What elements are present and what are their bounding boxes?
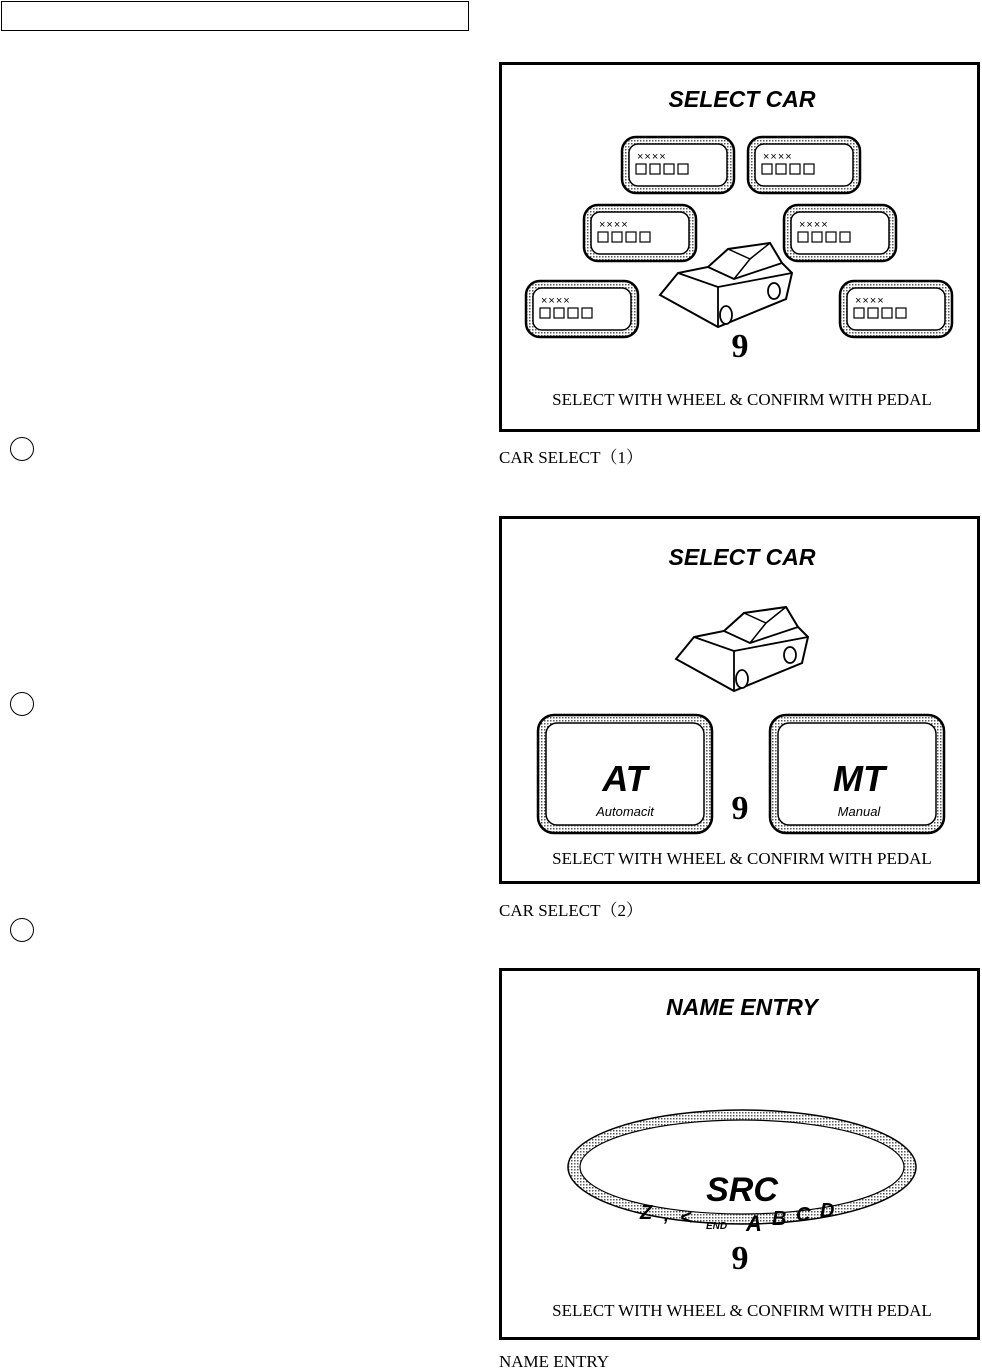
at-sublabel: Automacit [596,804,654,819]
bullet-circle-3 [10,918,34,942]
letter-a[interactable]: A [746,1211,762,1236]
car-option-chip-2[interactable] [748,137,860,193]
caption-car-select-2: CAR SELECT（2） [499,901,644,920]
letter-z[interactable]: Z [640,1202,653,1224]
car-icon [676,607,808,691]
screen-title: SELECT CAR [668,86,816,112]
chip-label: ×××× [637,151,667,163]
name-entry-graphic [502,971,977,1337]
mt-sublabel: Manual [837,804,881,819]
car-select-2-screen [499,516,980,884]
selection-cursor: 9 [731,328,749,365]
instruction-text: SELECT WITH WHEEL & CONFIRM WITH PEDAL [552,390,932,409]
at-label: AT [602,758,648,799]
bullet-circle-1 [10,437,34,461]
at-option-button[interactable] [538,715,712,833]
car-option-chip-5[interactable] [526,281,638,337]
screen-title: NAME ENTRY [666,994,818,1020]
screen-title: SELECT CAR [668,544,816,570]
chip-label: ×××× [599,219,629,231]
car-option-chip-6[interactable] [840,281,952,337]
car-select-1-screen [499,62,980,432]
selection-cursor: 9 [731,1240,749,1277]
car-option-chip-1[interactable] [622,137,734,193]
chip-label: ×××× [799,219,829,231]
letter-c[interactable]: C [796,1204,811,1226]
car-select-1-graphic [502,65,977,429]
car-option-chip-4[interactable] [784,205,896,261]
letter-end[interactable]: END [706,1221,728,1232]
instruction-text: SELECT WITH WHEEL & CONFIRM WITH PEDAL [552,849,932,868]
instruction-text: SELECT WITH WHEEL & CONFIRM WITH PEDAL [552,1301,932,1320]
chip-label: ×××× [855,295,885,307]
chip-label: ×××× [541,295,571,307]
mt-option-button[interactable] [770,715,944,833]
entered-name: SRC [706,1171,778,1209]
chip-label: ×××× [763,151,793,163]
caption-car-select-1: CAR SELECT（1） [499,448,644,467]
car-option-chip-3[interactable] [584,205,696,261]
header-box [1,1,469,31]
letter-b[interactable]: B [772,1208,787,1230]
caption-name-entry: NAME ENTRY [499,1352,610,1371]
letter-d[interactable]: D [820,1200,835,1222]
name-entry-screen [499,968,980,1340]
mt-label: MT [833,758,885,799]
bullet-circle-2 [10,692,34,716]
car-select-2-graphic [502,519,977,881]
selection-cursor: 9 [731,790,749,827]
letter-back[interactable]: < [680,1207,692,1229]
letter-comma[interactable]: , [664,1205,670,1225]
